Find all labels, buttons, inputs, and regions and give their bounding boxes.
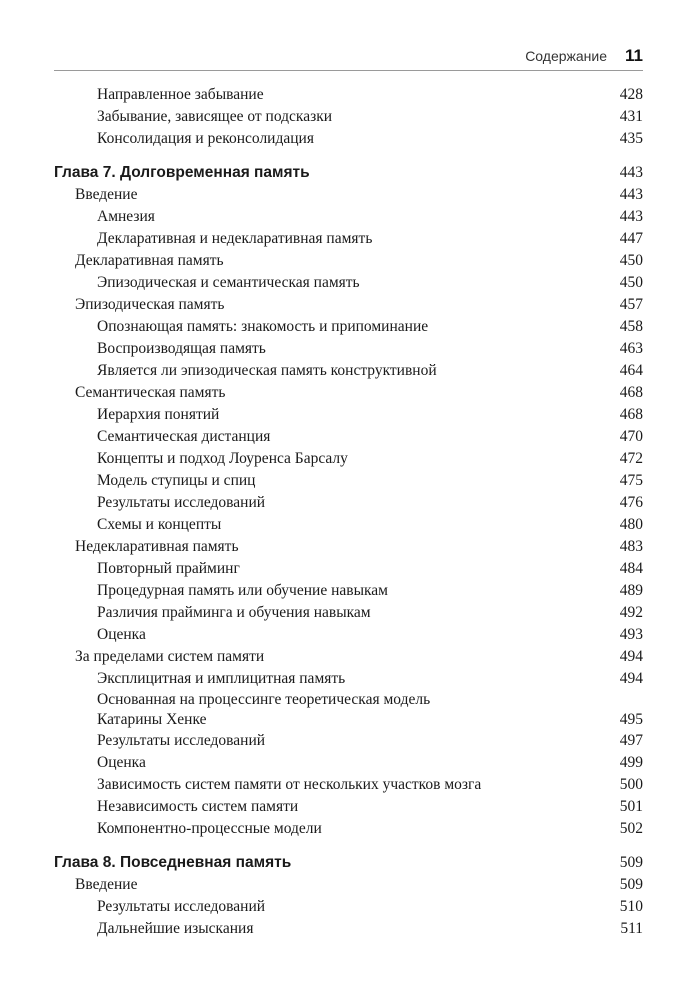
chapter-spacer (54, 150, 643, 162)
toc-entry-title: Консолидация и реконсолидация (97, 130, 314, 147)
toc-entry (54, 624, 643, 646)
toc-entry-title: Введение (75, 186, 138, 203)
chapter-spacer (54, 840, 643, 852)
toc-entry (54, 730, 643, 752)
toc-entry (54, 874, 643, 896)
toc-entry-page: 494 (619, 648, 643, 665)
toc-entry-title: Независимость систем памяти (97, 798, 299, 815)
toc-entry (54, 818, 643, 840)
toc-entry-page: 450 (619, 274, 643, 291)
toc-entry-title: Результаты исследований (97, 732, 266, 749)
toc-entry-title: Процедурная память или обучение навыкам (97, 582, 388, 599)
toc-entry-title: Эпизодическая и семантическая память (97, 274, 360, 291)
toc-entry (54, 338, 643, 360)
toc-entry (54, 774, 643, 796)
toc-entry (54, 316, 643, 338)
toc-entry-page: 502 (619, 820, 643, 837)
toc-entry-title: Семантическая дистанция (97, 428, 271, 445)
toc-entry-title: Оценка (97, 626, 146, 643)
toc-entry-page: 500 (619, 776, 643, 793)
toc-entry-page: 484 (619, 560, 643, 577)
toc-entry-title: Зависимость систем памяти от нескольких участков мозга (97, 776, 482, 793)
toc-entry (54, 796, 643, 818)
toc-entry-title (97, 690, 430, 730)
toc-entry-page: 443 (619, 186, 643, 203)
running-header (54, 42, 643, 71)
toc-entry-page: 492 (619, 604, 643, 621)
table-of-contents (54, 84, 643, 940)
toc-entry-title: Введение (75, 876, 138, 893)
toc-entry (54, 558, 643, 580)
toc-entry-title-line: Основанная на процессинге теоретическая модель (97, 691, 431, 708)
toc-entry (54, 514, 643, 536)
toc-entry-title: Компонентно-процессные модели (97, 820, 322, 837)
toc-entry-page: 463 (619, 340, 643, 357)
toc-entry-page: 511 (620, 920, 643, 937)
toc-entry (54, 128, 643, 150)
toc-entry-page: 450 (619, 252, 643, 269)
toc-entry (54, 448, 643, 470)
toc-entry (54, 492, 643, 514)
toc-entry-title-line: Катарины Хенке (97, 711, 207, 728)
toc-entry-title: Дальнейшие изыскания (97, 920, 254, 937)
toc-entry-page: 457 (619, 296, 643, 313)
toc-entry (54, 206, 643, 228)
toc-entry (54, 426, 643, 448)
toc-entry-title: Схемы и концепты (97, 516, 222, 533)
toc-entry-title: Различия прайминга и обучения навыкам (97, 604, 371, 621)
toc-entry-page: 443 (619, 208, 643, 225)
toc-entry-page: 447 (619, 230, 643, 247)
toc-entry-title: Оценка (97, 754, 146, 771)
toc-entry (54, 918, 643, 940)
toc-entry (54, 646, 643, 668)
toc-entry-title: Глава 8. Повседневная память (54, 854, 292, 871)
toc-entry (54, 228, 643, 250)
toc-entry (54, 470, 643, 492)
toc-entry-title: Глава 7. Долговременная память (54, 164, 310, 181)
toc-entry-page: 431 (619, 108, 643, 125)
toc-entry-title: За пределами систем памяти (75, 648, 265, 665)
toc-entry-title: Опознающая память: знакомость и припоминание (97, 318, 429, 335)
toc-entry-title: Является ли эпизодическая память конструктивной (97, 362, 437, 379)
toc-chapter-entry (54, 852, 643, 874)
toc-entry (54, 404, 643, 426)
toc-entry (54, 752, 643, 774)
toc-entry (54, 668, 643, 690)
toc-entry-page: 472 (619, 450, 643, 467)
toc-entry-title: Эксплицитная и имплицитная память (97, 670, 346, 687)
toc-entry (54, 250, 643, 272)
toc-entry (54, 580, 643, 602)
toc-entry-title: Забывание, зависящее от подсказки (97, 108, 333, 125)
toc-entry (54, 690, 643, 730)
toc-entry-title: Повторный прайминг (97, 560, 240, 577)
toc-entry (54, 294, 643, 316)
toc-entry-page: 470 (619, 428, 643, 445)
toc-entry-title: Направленное забывание (97, 86, 264, 103)
toc-entry (54, 106, 643, 128)
toc-entry-title: Концепты и подход Лоуренса Барсалу (97, 450, 348, 467)
toc-entry-title: Недекларативная память (75, 538, 239, 555)
toc-entry-page: 443 (619, 164, 643, 181)
toc-entry-page: 495 (619, 711, 643, 728)
toc-entry (54, 272, 643, 294)
toc-entry (54, 184, 643, 206)
toc-entry (54, 602, 643, 624)
toc-chapter-entry (54, 162, 643, 184)
toc-entry-page: 493 (619, 626, 643, 643)
toc-entry-page: 497 (619, 732, 643, 749)
toc-entry-page: 494 (619, 670, 643, 687)
toc-entry-title: Эпизодическая память (75, 296, 225, 313)
toc-entry-title: Декларативная и недекларативная память (97, 230, 373, 247)
toc-entry-page: 483 (619, 538, 643, 555)
toc-entry-title: Воспроизводящая память (97, 340, 266, 357)
toc-entry (54, 536, 643, 558)
toc-entry-title: Семантическая память (75, 384, 226, 401)
toc-entry-page: 475 (619, 472, 643, 489)
toc-entry-page: 499 (619, 754, 643, 771)
toc-entry-title: Результаты исследований (97, 494, 266, 511)
toc-entry-page: 468 (619, 406, 643, 423)
toc-entry (54, 84, 643, 106)
toc-entry (54, 896, 643, 918)
toc-entry-page: 428 (619, 86, 643, 103)
toc-entry-page: 480 (619, 516, 643, 533)
toc-entry-page: 510 (619, 898, 643, 915)
toc-entry-title: Амнезия (97, 208, 155, 225)
toc-entry-title: Результаты исследований (97, 898, 266, 915)
toc-entry-page: 435 (619, 130, 643, 147)
toc-entry-page: 489 (619, 582, 643, 599)
toc-entry-title: Декларативная память (75, 252, 224, 269)
toc-entry (54, 360, 643, 382)
toc-entry-page: 509 (619, 854, 643, 871)
toc-entry-page: 501 (619, 798, 643, 815)
toc-entry-page: 468 (619, 384, 643, 401)
toc-entry-page: 458 (619, 318, 643, 335)
running-header-title: Содержание (525, 48, 608, 64)
toc-entry (54, 382, 643, 404)
toc-entry-page: 476 (619, 494, 643, 511)
toc-entry-page: 464 (619, 362, 643, 379)
page-number: 11 (625, 46, 643, 65)
toc-entry-title: Модель ступицы и спиц (97, 472, 256, 489)
toc-entry-page: 509 (619, 876, 643, 893)
toc-entry-title: Иерархия понятий (97, 406, 220, 423)
